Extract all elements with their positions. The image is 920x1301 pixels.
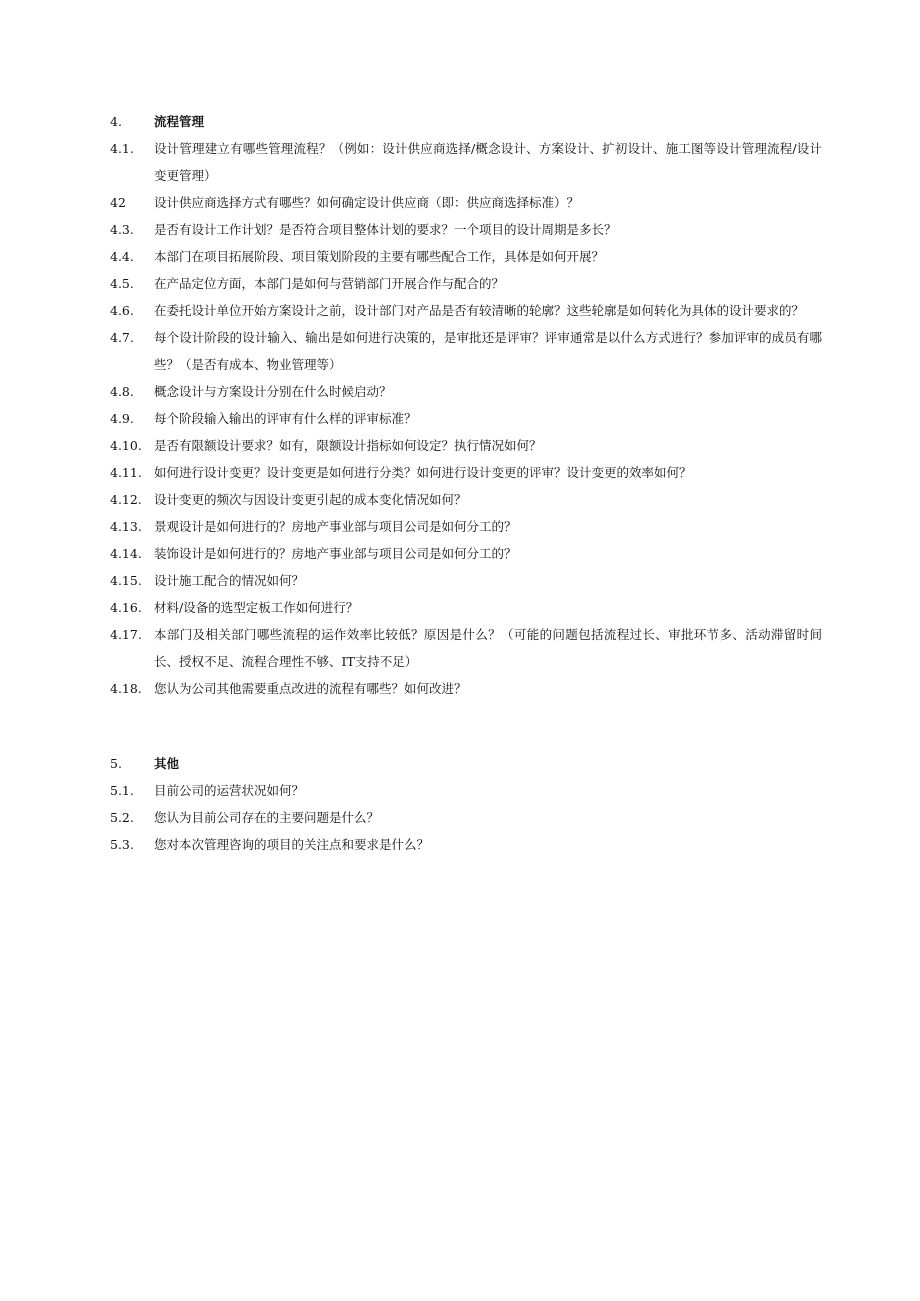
question-text: 每个阶段输入输出的评审有什么样的评审标准？	[154, 411, 417, 426]
document-content	[110, 108, 822, 858]
question-number: 42	[110, 195, 126, 210]
question-item	[110, 216, 822, 243]
question-item	[110, 567, 822, 594]
question-number: 5.1.	[110, 783, 134, 798]
question-number: 4.15.	[110, 573, 142, 588]
section-title: 其他	[154, 756, 180, 771]
question-number: 4.18.	[110, 681, 142, 696]
question-text: 本部门在项目拓展阶段、项目策划阶段的主要有哪些配合工作，具体是如何开展？	[154, 249, 605, 264]
question-item	[110, 189, 822, 216]
question-number: 4.5.	[110, 276, 134, 291]
question-text: 您认为公司其他需要重点改进的流程有哪些？如何改进？	[154, 681, 467, 696]
question-number: 4.6.	[110, 303, 134, 318]
section-number: 4.	[110, 114, 122, 129]
section-title: 流程管理	[154, 114, 205, 129]
question-number: 4.9.	[110, 411, 134, 426]
question-number: 4.17.	[110, 627, 142, 642]
question-text: 设计施工配合的情况如何？	[154, 573, 305, 588]
question-text: 是否有限额设计要求？如有，限额设计指标如何设定？执行情况如何？	[154, 438, 542, 453]
question-text: 设计供应商选择方式有哪些？如何确定设计供应商（即：供应商选择标准）？	[154, 195, 580, 210]
question-item	[110, 243, 822, 270]
question-number: 4.16.	[110, 600, 142, 615]
question-item	[110, 486, 822, 513]
question-text: 是否有设计工作计划？是否符合项目整体计划的要求？一个项目的设计周期是多长？	[154, 222, 617, 237]
question-text: 您对本次管理咨询的项目的关注点和要求是什么？	[154, 837, 430, 852]
question-number: 4.10.	[110, 438, 142, 453]
question-number: 4.11.	[110, 465, 142, 480]
question-text: 本部门及相关部门哪些流程的运作效率比较低？原因是什么？（可能的问题包括流程过长、审批环节多、活动滞留时间长、授权不足、流程合理性不够、IT支持不足）	[154, 627, 822, 669]
question-number: 4.12.	[110, 492, 142, 507]
question-number: 4.14.	[110, 546, 142, 561]
question-number: 4.1.	[110, 141, 134, 156]
question-item	[110, 804, 822, 831]
question-item	[110, 324, 822, 378]
question-text: 目前公司的运营状况如何？	[154, 783, 305, 798]
question-number: 4.4.	[110, 249, 134, 264]
question-text: 概念设计与方案设计分别在什么时候启动？	[154, 384, 392, 399]
question-item	[110, 513, 822, 540]
question-text: 每个设计阶段的设计输入、输出是如何进行决策的，是审批还是评审？评审通常是以什么方式进行？参加评审的成员有哪些？（是否有成本、物业管理等）	[154, 330, 822, 372]
question-number: 4.8.	[110, 384, 134, 399]
question-item	[110, 378, 822, 405]
question-item	[110, 540, 822, 567]
question-text: 设计变更的频次与因设计变更引起的成本变化情况如何？	[154, 492, 467, 507]
section-1	[110, 108, 822, 702]
question-text: 如何进行设计变更？设计变更是如何进行分类？如何进行设计变更的评审？设计变更的效率如何？	[154, 465, 692, 480]
question-number: 5.3.	[110, 837, 134, 852]
question-item	[110, 270, 822, 297]
question-item	[110, 432, 822, 459]
question-text: 材料/设备的选型定板工作如何进行？	[154, 600, 359, 615]
question-number: 4.7.	[110, 330, 134, 345]
section-2	[110, 750, 822, 858]
question-item	[110, 594, 822, 621]
question-item	[110, 405, 822, 432]
question-item	[110, 297, 822, 324]
question-item	[110, 621, 822, 675]
question-text: 在委托设计单位开始方案设计之前，设计部门对产品是否有较清晰的轮廓？这些轮廓是如何转化为具体的设计要求的？	[154, 303, 805, 318]
question-item	[110, 831, 822, 858]
section-heading	[110, 108, 822, 135]
question-item	[110, 459, 822, 486]
question-text: 装饰设计是如何进行的？房地产事业部与项目公司是如何分工的？	[154, 546, 517, 561]
question-text: 您认为目前公司存在的主要问题是什么？	[154, 810, 380, 825]
question-text: 在产品定位方面，本部门是如何与营销部门开展合作与配合的？	[154, 276, 505, 291]
question-text: 景观设计是如何进行的？房地产事业部与项目公司是如何分工的？	[154, 519, 517, 534]
question-text: 设计管理建立有哪些管理流程？（例如：设计供应商选择/概念设计、方案设计、扩初设计、施工图等设计管理流程/设计变更管理）	[154, 141, 822, 183]
question-number: 4.13.	[110, 519, 142, 534]
question-item	[110, 675, 822, 702]
question-item	[110, 135, 822, 189]
question-number: 5.2.	[110, 810, 134, 825]
question-number: 4.3.	[110, 222, 134, 237]
question-item	[110, 777, 822, 804]
section-heading	[110, 750, 822, 777]
section-number: 5.	[110, 756, 122, 771]
